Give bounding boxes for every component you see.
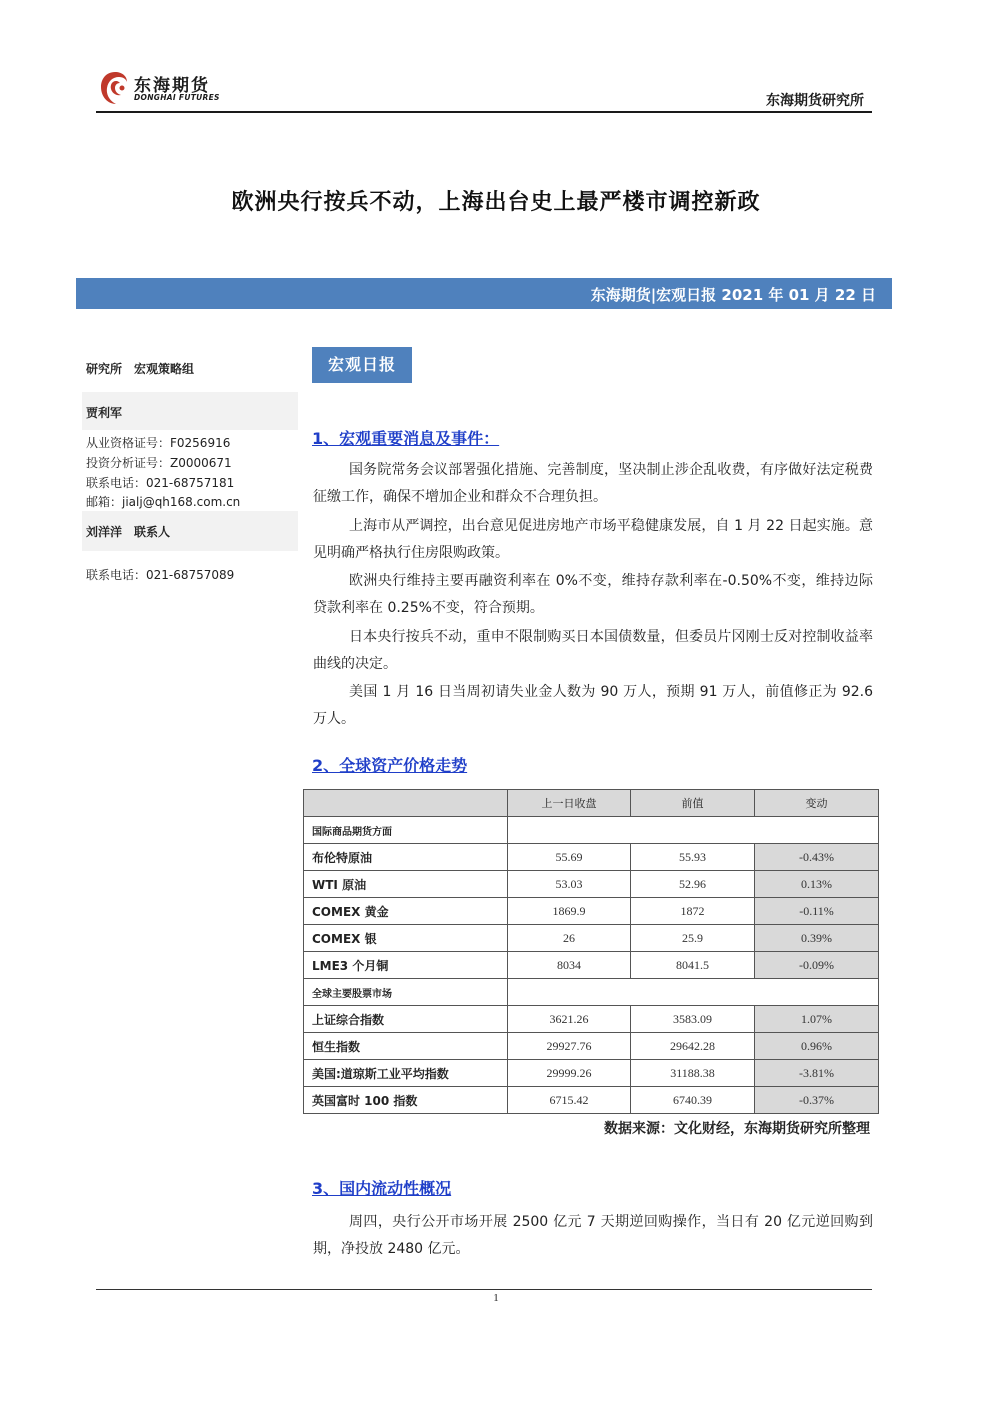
- asset-name: WTI 原油: [304, 871, 508, 898]
- change-value: -0.37%: [755, 1087, 879, 1114]
- prev-value: 3583.09: [631, 1006, 755, 1033]
- close-value: 29927.76: [508, 1033, 631, 1060]
- table-category-row: [304, 817, 879, 844]
- asset-name: 美国:道琼斯工业平均指数: [304, 1060, 508, 1087]
- logo-chinese-text: 东海期货: [134, 76, 210, 96]
- analyst1-phone: 联系电话：021-68757181: [86, 476, 235, 490]
- prev-value: 29642.28: [631, 1033, 755, 1060]
- change-value: -0.43%: [755, 844, 879, 871]
- asset-name: 布伦特原油: [304, 844, 508, 871]
- paragraph-text: 日本央行按兵不动，重申不限制购买日本国债数量，但委员片冈刚士反对控制收益率曲线的决定。: [313, 629, 873, 672]
- table-header-blank: [304, 790, 508, 817]
- change-value: -0.09%: [755, 952, 879, 979]
- header-divider: [96, 111, 872, 113]
- asset-name: 恒生指数: [304, 1033, 508, 1060]
- change-value: -3.81%: [755, 1060, 879, 1087]
- table-row: [304, 844, 879, 871]
- close-value: 55.69: [508, 844, 631, 871]
- prev-value: 31188.38: [631, 1060, 755, 1087]
- section2-heading[interactable]: 2、全球资产价格走势: [312, 756, 468, 775]
- prev-value: 25.9: [631, 925, 755, 952]
- report-type-tag: 宏观日报: [312, 347, 412, 383]
- prev-value: 52.96: [631, 871, 755, 898]
- section1-paragraph-5: [313, 679, 873, 733]
- analyst2-name: 刘洋洋 联系人: [86, 525, 171, 539]
- section3-heading[interactable]: 3、国内流动性概况: [312, 1179, 452, 1198]
- paragraph-text: 上海市从严调控，出台意见促进房地产市场平稳健康发展，自 1 月 22 日起实施。意见明确严格执行住房限购政策。: [313, 518, 873, 561]
- close-value: 53.03: [508, 871, 631, 898]
- table-row: [304, 1060, 879, 1087]
- close-value: 26: [508, 925, 631, 952]
- table-header-close: 上一日收盘: [508, 790, 631, 817]
- asset-name: 英国富时 100 指数: [304, 1087, 508, 1114]
- banner-text: 东海期货|宏观日报 2021 年 01 月 22 日: [590, 286, 876, 304]
- prev-value: 55.93: [631, 844, 755, 871]
- data-source-note: 数据来源：文化财经，东海期货研究所整理: [604, 1121, 870, 1137]
- table-category-row: [304, 979, 879, 1006]
- table-header-change: 变动: [755, 790, 879, 817]
- change-value: 1.07%: [755, 1006, 879, 1033]
- report-title: 欧洲央行按兵不动，上海出台史上最严楼市调控新政: [231, 189, 761, 215]
- paragraph-text: 周四，央行公开市场开展 2500 亿元 7 天期逆回购操作，当日有 20 亿元逆回购到期，净投放 2480 亿元。: [313, 1214, 873, 1257]
- category-label: 全球主要股票市场: [304, 979, 508, 1006]
- dragon-logo-icon: [98, 68, 132, 108]
- close-value: 6715.42: [508, 1087, 631, 1114]
- paragraph-text: 欧洲央行维持主要再融资利率在 0%不变，维持存款利率在-0.50%不变，维持边际贷款利率在 0.25%不变，符合预期。: [313, 573, 873, 616]
- section1-paragraph-1: [313, 457, 873, 511]
- change-value: 0.13%: [755, 871, 879, 898]
- sidebar-dept: 研究所 宏观策略组: [86, 362, 195, 376]
- report-banner: [76, 278, 892, 309]
- section3-paragraph: [313, 1209, 873, 1263]
- institute-name: 东海期货研究所: [766, 93, 864, 109]
- asset-name: LME3 个月铜: [304, 952, 508, 979]
- analyst1-cert: 从业资格证号：F0256916: [86, 436, 231, 450]
- table-row: [304, 1033, 879, 1060]
- prev-value: 8041.5: [631, 952, 755, 979]
- section1-paragraph-2: [313, 513, 873, 567]
- table-header-row: [304, 790, 879, 817]
- table-row: [304, 1006, 879, 1033]
- prev-value: 6740.39: [631, 1087, 755, 1114]
- company-logo: [98, 68, 238, 108]
- analyst1-email[interactable]: 邮箱：jialj@qh168.com.cn: [86, 495, 241, 509]
- change-value: 0.39%: [755, 925, 879, 952]
- close-value: 8034: [508, 952, 631, 979]
- paragraph-text: 国务院常务会议部署强化措施、完善制度，坚决制止涉企乱收费，有序做好法定税费征缴工作，确保不增加企业和群众不合理负担。: [313, 462, 873, 505]
- analyst2-phone: 联系电话：021-68757089: [86, 568, 235, 582]
- category-label: 国际商品期货方面: [304, 817, 508, 844]
- close-value: 29999.26: [508, 1060, 631, 1087]
- table-header-prev: 前值: [631, 790, 755, 817]
- section1-heading[interactable]: 1、宏观重要消息及事件：: [312, 429, 500, 448]
- asset-name: COMEX 银: [304, 925, 508, 952]
- table-row: [304, 898, 879, 925]
- change-value: -0.11%: [755, 898, 879, 925]
- page-number: 1: [493, 1292, 499, 1304]
- analyst1-invest-cert: 投资分析证号：Z0000671: [86, 456, 232, 470]
- table-row: [304, 952, 879, 979]
- section1-paragraph-4: [313, 624, 873, 678]
- table-row: [304, 925, 879, 952]
- asset-name: COMEX 黄金: [304, 898, 508, 925]
- asset-price-table: [303, 789, 879, 1114]
- close-value: 3621.26: [508, 1006, 631, 1033]
- close-value: 1869.9: [508, 898, 631, 925]
- change-value: 0.96%: [755, 1033, 879, 1060]
- category-blank: [508, 979, 879, 1006]
- logo-english-text: DONGHAI FUTURES: [134, 93, 220, 102]
- asset-name: 上证综合指数: [304, 1006, 508, 1033]
- category-blank: [508, 817, 879, 844]
- prev-value: 1872: [631, 898, 755, 925]
- section1-paragraph-3: [313, 568, 873, 622]
- paragraph-text: 美国 1 月 16 日当周初请失业金人数为 90 万人，预期 91 万人，前值修正为 92.6 万人。: [313, 684, 873, 727]
- table-row: [304, 871, 879, 898]
- analyst1-name: 贾利军: [86, 406, 123, 420]
- table-row: [304, 1087, 879, 1114]
- footer-divider: [96, 1289, 872, 1290]
